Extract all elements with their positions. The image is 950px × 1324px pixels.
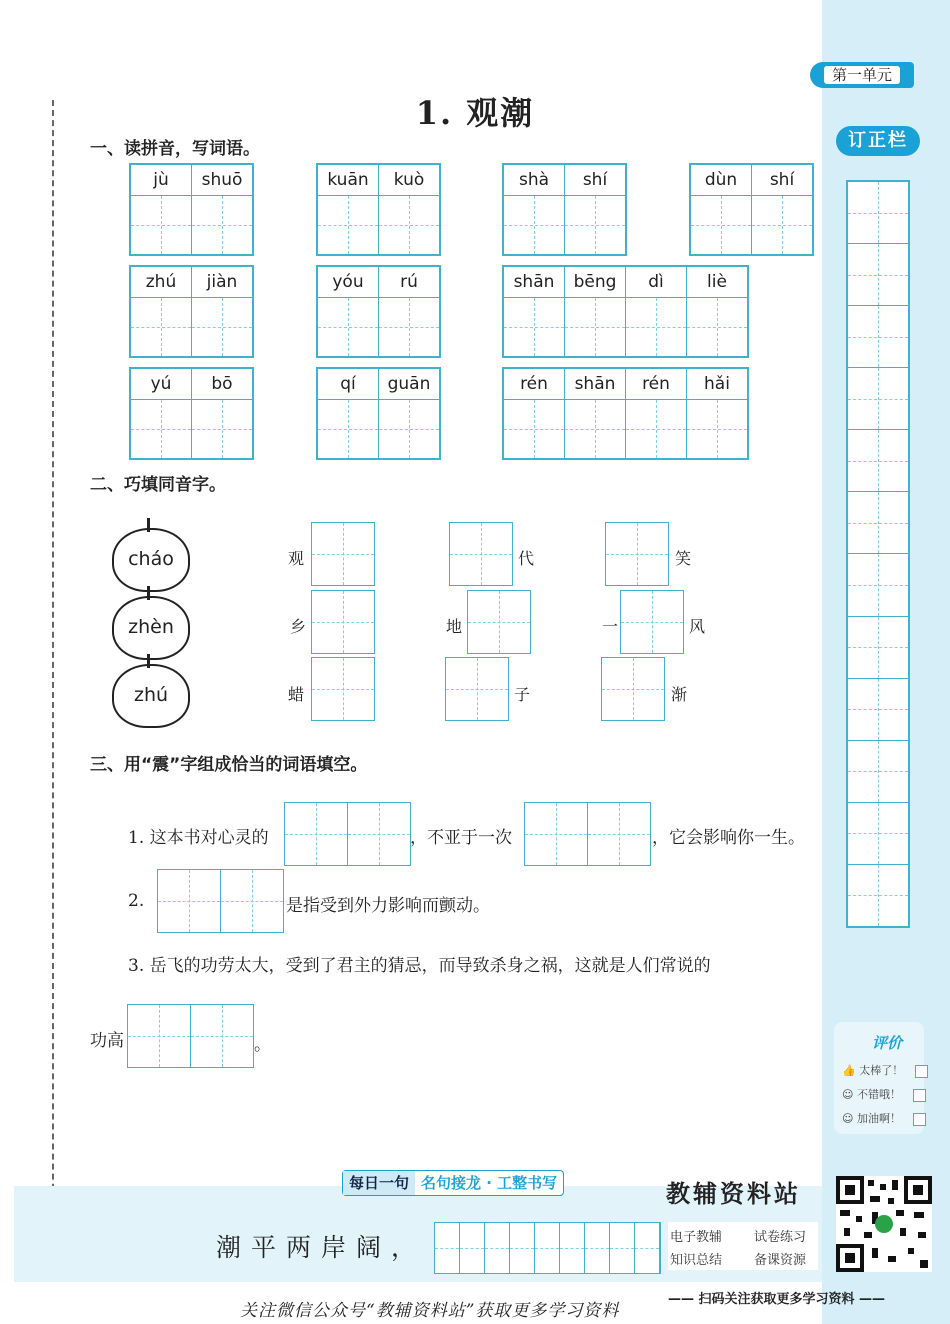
writing-cell[interactable] <box>565 196 625 254</box>
pinyin-syllable: shuō <box>201 170 243 190</box>
q3-end: 。 <box>254 1035 271 1055</box>
correction-label: 订正栏 <box>836 126 920 156</box>
poem-line: 潮平两岸阔， <box>216 1233 427 1262</box>
word-char: 笑 <box>675 549 692 568</box>
pinyin-syllable: yú <box>131 369 192 399</box>
writing-cell[interactable] <box>131 298 192 356</box>
section2-title: 二、巧填同音字。 <box>90 475 226 495</box>
pinyin-syllable: bēng <box>565 267 626 297</box>
writing-cell[interactable] <box>565 400 626 458</box>
word-char: 一 <box>602 617 619 636</box>
q2-text: 是指受到外力影响而颤动。 <box>286 896 490 916</box>
writing-cell[interactable] <box>318 400 379 458</box>
answer-box[interactable] <box>605 522 669 586</box>
writing-cell[interactable] <box>131 400 192 458</box>
pinyin-syllable: guān <box>387 374 431 394</box>
pinyin-word-item[interactable] <box>129 163 254 256</box>
answer-box[interactable] <box>445 657 509 721</box>
brand-name: 教辅资料站 <box>666 1180 801 1208</box>
apple-zhu: zhú <box>112 664 190 728</box>
pinyin-syllable: rén <box>626 369 687 399</box>
eval-item-good[interactable]: ☺ 不错哦！ <box>842 1086 926 1102</box>
pinyin-word-item[interactable] <box>129 367 254 460</box>
pinyin-word-item[interactable] <box>502 265 749 358</box>
word-char: 地 <box>446 617 463 636</box>
answer-box[interactable] <box>311 522 375 586</box>
brand-list: 电子教辅 试卷练习 知识总结 备课资源 <box>668 1222 818 1270</box>
q1-part-b: ，不亚于一次 <box>410 828 512 848</box>
eval-item-great[interactable]: 👍 太棒了！ <box>842 1062 928 1078</box>
eval-checkbox[interactable] <box>913 1113 926 1126</box>
pinyin-syllable: kuān <box>318 165 379 195</box>
pinyin-syllable: shān <box>504 267 565 297</box>
eval-item-cheer[interactable]: ☺ 加油啊！ <box>842 1110 926 1126</box>
answer-box[interactable] <box>467 590 531 654</box>
writing-cell[interactable] <box>192 298 252 356</box>
qr-code-icon[interactable] <box>836 1176 932 1272</box>
writing-cell[interactable] <box>687 298 747 356</box>
writing-cell[interactable] <box>504 400 565 458</box>
answer-box[interactable] <box>449 522 513 586</box>
writing-cell[interactable] <box>379 196 439 254</box>
writing-cell[interactable] <box>379 298 439 356</box>
word-char: 观 <box>288 549 305 568</box>
q2-number: 2. <box>128 891 145 911</box>
writing-cell[interactable] <box>504 196 565 254</box>
pinyin-word-item[interactable] <box>129 265 254 358</box>
word-char: 风 <box>689 617 706 636</box>
apple-cao: cháo <box>112 528 190 592</box>
apple-zhen: zhèn <box>112 596 190 660</box>
writing-cell[interactable] <box>504 298 565 356</box>
pinyin-syllable: jiàn <box>206 272 238 292</box>
pinyin-syllable: zhú <box>131 267 192 297</box>
writing-cell[interactable] <box>379 400 439 458</box>
writing-cell[interactable] <box>626 400 687 458</box>
poem-writing-grid[interactable] <box>434 1222 661 1274</box>
eval-checkbox[interactable] <box>915 1065 928 1078</box>
q3-answer[interactable] <box>127 1004 254 1068</box>
writing-cell[interactable] <box>192 196 252 254</box>
pinyin-syllable: rén <box>504 369 565 399</box>
evaluation-title: 评价 <box>872 1034 903 1052</box>
word-char: 蜡 <box>288 685 305 704</box>
pinyin-syllable: shān <box>565 369 626 399</box>
pinyin-syllable: shí <box>769 170 795 190</box>
pinyin-syllable: liè <box>707 272 727 292</box>
pinyin-syllable: jù <box>131 165 192 195</box>
word-char: 乡 <box>290 617 307 636</box>
section1-title: 一、读拼音，写词语。 <box>90 139 260 159</box>
writing-cell[interactable] <box>691 196 752 254</box>
section3-title: 三、用“震”字组成恰当的词语填空。 <box>90 755 368 775</box>
pinyin-word-item[interactable] <box>502 163 627 256</box>
correction-grid[interactable] <box>846 180 910 928</box>
answer-box[interactable] <box>311 590 375 654</box>
lesson-title: 1. 观潮 <box>415 94 535 132</box>
pinyin-word-item[interactable] <box>316 163 441 256</box>
daily-sentence-tag: 每日一句 名句接龙 · 工整书写 <box>342 1170 564 1196</box>
writing-cell[interactable] <box>752 196 812 254</box>
pinyin-syllable: dì <box>626 267 687 297</box>
pinyin-syllable: shà <box>504 165 565 195</box>
eval-checkbox[interactable] <box>913 1089 926 1102</box>
word-char: 子 <box>514 685 531 704</box>
pinyin-word-item[interactable] <box>502 367 749 460</box>
pinyin-word-item[interactable] <box>689 163 814 256</box>
writing-cell[interactable] <box>565 298 626 356</box>
writing-cell[interactable] <box>318 298 379 356</box>
pinyin-syllable: qí <box>318 369 379 399</box>
writing-cell[interactable] <box>687 400 747 458</box>
scan-text: —— 扫码关注获取更多学习资料 —— <box>668 1292 886 1307</box>
answer-box[interactable] <box>601 657 665 721</box>
writing-cell[interactable] <box>131 196 192 254</box>
pinyin-word-item[interactable] <box>316 265 441 358</box>
q2-answer[interactable] <box>157 869 284 933</box>
q1-answer-2[interactable] <box>524 802 651 866</box>
word-char: 代 <box>518 549 535 568</box>
pinyin-syllable: hǎi <box>704 374 730 394</box>
q1-answer-1[interactable] <box>284 802 411 866</box>
answer-box[interactable] <box>311 657 375 721</box>
writing-cell[interactable] <box>626 298 687 356</box>
unit-tag: 第一单元 <box>810 62 914 88</box>
q3-text: 3. 岳飞的功劳太大，受到了君主的猜忌，而导致杀身之祸，这就是人们常说的 <box>128 956 711 976</box>
pinyin-syllable: rú <box>400 272 418 292</box>
footer-note: 关注微信公众号“教辅资料站”获取更多学习资料 <box>240 1301 620 1321</box>
word-char: 渐 <box>671 685 688 704</box>
q1-part-a: 1. 这本书对心灵的 <box>128 828 269 848</box>
writing-cell[interactable] <box>318 196 379 254</box>
writing-cell[interactable] <box>192 400 252 458</box>
q1-part-c: ，它会影响你一生。 <box>652 828 805 848</box>
answer-box[interactable] <box>620 590 684 654</box>
q3-prefix: 功高 <box>90 1031 124 1051</box>
pinyin-syllable: dùn <box>691 165 752 195</box>
pinyin-syllable: kuò <box>393 170 425 190</box>
cut-line <box>52 100 54 1280</box>
pinyin-syllable: bō <box>211 374 233 394</box>
pinyin-syllable: shí <box>582 170 608 190</box>
pinyin-syllable: yóu <box>318 267 379 297</box>
pinyin-word-item[interactable] <box>316 367 441 460</box>
